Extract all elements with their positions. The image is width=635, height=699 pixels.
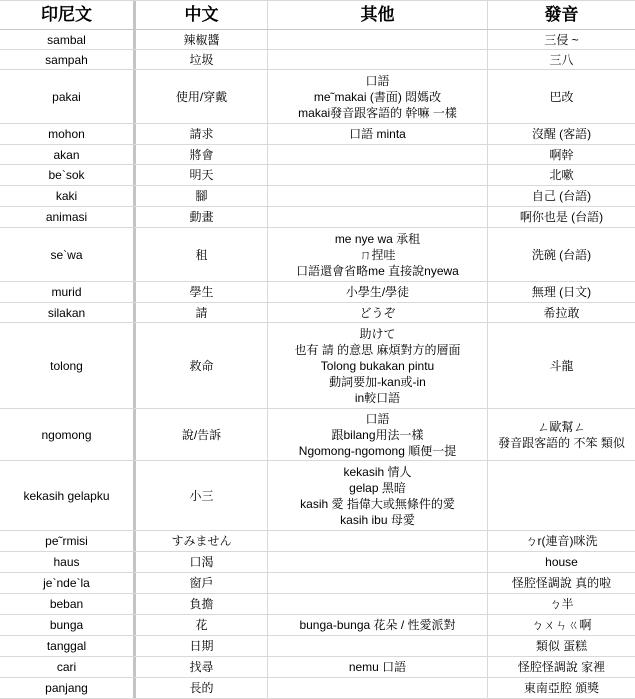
cell-text-line: kasih ibu 母愛 <box>340 512 415 527</box>
cell-chinese[interactable] <box>136 678 268 698</box>
cell-text: silakan <box>47 305 86 320</box>
cell-chinese[interactable] <box>136 282 268 302</box>
cell-chinese[interactable] <box>136 573 268 593</box>
cell-other[interactable] <box>268 594 488 614</box>
cell-chinese[interactable] <box>136 207 268 227</box>
cell-other[interactable] <box>268 124 488 144</box>
cell-indonesian[interactable] <box>0 30 136 49</box>
cell-pronunciation[interactable] <box>488 678 635 698</box>
column-header-label: 中文 <box>184 5 219 24</box>
cell-pronunciation[interactable] <box>488 657 635 677</box>
column-header-label: 其他 <box>360 5 395 24</box>
cell-indonesian[interactable] <box>0 461 136 530</box>
column-header-indonesian[interactable] <box>0 1 136 29</box>
cell-other[interactable] <box>268 657 488 677</box>
cell-text: 腳 <box>195 189 208 203</box>
cell-text-line: どうぞ <box>359 305 396 320</box>
cell-other[interactable] <box>268 186 488 206</box>
cell-text: 辣椒醬 <box>183 32 220 47</box>
cell-indonesian[interactable] <box>0 678 136 698</box>
cell-chinese[interactable] <box>136 30 268 49</box>
cell-text: 救命 <box>189 358 214 373</box>
cell-text: 租 <box>195 247 208 262</box>
table-row <box>0 207 635 228</box>
cell-chinese[interactable] <box>136 124 268 144</box>
cell-pronunciation[interactable] <box>488 50 635 69</box>
cell-text: 請求 <box>189 127 214 141</box>
cell-text-line: 跟bilang用法一樣 <box>331 427 424 442</box>
cell-pronunciation[interactable] <box>488 282 635 302</box>
cell-indonesian[interactable] <box>0 50 136 69</box>
cell-chinese[interactable] <box>136 145 268 164</box>
table-row <box>0 636 635 657</box>
cell-text-line: 巴改 <box>549 89 574 104</box>
cell-text-line: 類似 蛋糕 <box>535 639 588 653</box>
cell-pronunciation[interactable] <box>488 594 635 614</box>
cell-text: murid <box>51 285 82 299</box>
cell-text-line: 助けて <box>359 326 396 341</box>
cell-indonesian[interactable] <box>0 657 136 677</box>
cell-text: ngomong <box>41 427 92 442</box>
cell-text-line: 也有 請 的意思 麻煩對方的層面 <box>294 342 461 357</box>
cell-text-line: gelap 黑暗 <box>349 480 406 495</box>
cell-other[interactable] <box>268 50 488 69</box>
cell-text-line: 怪腔怪調說 家裡 <box>517 660 606 674</box>
table-row <box>0 70 635 124</box>
cell-text: 學生 <box>189 285 214 299</box>
cell-indonesian[interactable] <box>0 552 136 572</box>
cell-text: sambal <box>47 32 86 47</box>
cell-pronunciation[interactable] <box>488 186 635 206</box>
cell-chinese[interactable] <box>136 50 268 69</box>
table-row <box>0 531 635 552</box>
cell-pronunciation[interactable] <box>488 323 635 408</box>
table-row <box>0 165 635 186</box>
cell-text: 找尋 <box>189 660 214 674</box>
cell-other[interactable] <box>268 615 488 635</box>
cell-text-line: nemu 口語 <box>348 660 407 674</box>
cell-text: cari <box>56 660 77 674</box>
cell-text: 小三 <box>189 488 214 503</box>
cell-text-line: ㄅ半 <box>549 597 574 611</box>
cell-text-line: 自己 (台語) <box>531 189 592 203</box>
cell-other[interactable] <box>268 207 488 227</box>
cell-text-line: Ngomong-ngomong 順便一提 <box>298 443 457 458</box>
cell-text: haus <box>53 555 80 569</box>
cell-text: すみません <box>171 534 232 548</box>
table-row <box>0 615 635 636</box>
cell-text-line: 希拉敢 <box>543 305 580 320</box>
cell-text-line: kasih 愛 指偉大或無條件的愛 <box>300 496 455 511</box>
cell-chinese[interactable] <box>136 165 268 185</box>
cell-other[interactable] <box>268 409 488 460</box>
cell-text-line: ㄅㄨㄣㄍ啊 <box>531 618 592 632</box>
cell-indonesian[interactable] <box>0 531 136 551</box>
cell-other[interactable] <box>268 461 488 530</box>
cell-indonesian[interactable] <box>0 573 136 593</box>
cell-other[interactable] <box>268 145 488 164</box>
cell-text: 請 <box>195 305 208 320</box>
cell-text: 垃圾 <box>189 52 214 67</box>
table-body <box>0 30 635 699</box>
cell-indonesian[interactable] <box>0 303 136 322</box>
cell-chinese[interactable] <box>136 636 268 656</box>
cell-text-line: 小學生/學徒 <box>345 285 410 299</box>
cell-text: beban <box>49 597 84 611</box>
table-row <box>0 323 635 409</box>
cell-chinese[interactable] <box>136 461 268 530</box>
cell-text-line: ㄅr(連音)咪洗 <box>525 534 598 548</box>
cell-text-line: 啊幹 <box>549 147 574 162</box>
cell-indonesian[interactable] <box>0 409 136 460</box>
table-row <box>0 145 635 165</box>
cell-indonesian[interactable] <box>0 636 136 656</box>
cell-indonesian[interactable] <box>0 323 136 408</box>
cell-indonesian[interactable] <box>0 145 136 164</box>
table-row <box>0 594 635 615</box>
cell-pronunciation[interactable] <box>488 409 635 460</box>
cell-text: panjang <box>45 681 88 695</box>
cell-indonesian[interactable] <box>0 207 136 227</box>
cell-other[interactable] <box>268 573 488 593</box>
cell-other[interactable] <box>268 70 488 123</box>
cell-chinese[interactable] <box>136 228 268 281</box>
table-row <box>0 303 635 323</box>
table-row <box>0 573 635 594</box>
cell-text-line: house <box>545 555 578 569</box>
table-row <box>0 552 635 573</box>
table-row <box>0 186 635 207</box>
header-row <box>0 0 635 30</box>
cell-other[interactable] <box>268 30 488 49</box>
cell-text: kaki <box>55 189 78 203</box>
cell-text-line: 北嗽 <box>549 168 574 182</box>
cell-chinese[interactable] <box>136 303 268 322</box>
cell-text: animasi <box>45 210 88 224</box>
table-row <box>0 461 635 531</box>
cell-other[interactable] <box>268 228 488 281</box>
table-row <box>0 30 635 50</box>
cell-text-line: 東南亞腔 頒獎 <box>523 681 600 695</box>
cell-text-line: 三侵 ~ <box>544 32 579 47</box>
cell-text-line: 無理 (日文) <box>531 285 592 299</box>
cell-text-line: 動詞要加-kan或-in <box>329 374 426 389</box>
cell-text: pe˜rmisi <box>45 534 88 548</box>
cell-chinese[interactable] <box>136 70 268 123</box>
cell-text-line: 怪腔怪調說 真的啦 <box>511 576 612 590</box>
cell-indonesian[interactable] <box>0 594 136 614</box>
cell-text-line: 三八 <box>549 52 574 67</box>
cell-indonesian[interactable] <box>0 615 136 635</box>
cell-text: pakai <box>52 89 81 104</box>
table-row <box>0 657 635 678</box>
cell-chinese[interactable] <box>136 615 268 635</box>
cell-pronunciation[interactable] <box>488 552 635 572</box>
column-header-label: 印尼文 <box>41 5 92 24</box>
cell-text-line: 口語 minta <box>349 127 406 141</box>
cell-text-line: 發音跟客語的 不笨 類似 <box>498 435 625 450</box>
cell-text-line: kekasih 情人 <box>343 464 412 479</box>
cell-pronunciation[interactable] <box>488 461 635 530</box>
cell-text-line: 口語 <box>365 411 390 426</box>
cell-chinese[interactable] <box>136 186 268 206</box>
cell-text-line: in較口語 <box>354 390 401 405</box>
cell-text: 花 <box>195 618 208 632</box>
cell-text-line: bunga-bunga 花朵 / 性愛派對 <box>299 618 456 632</box>
table-row <box>0 50 635 70</box>
cell-chinese[interactable] <box>136 531 268 551</box>
cell-pronunciation[interactable] <box>488 228 635 281</box>
cell-other[interactable] <box>268 323 488 408</box>
table-row <box>0 409 635 461</box>
cell-text: 明天 <box>189 168 214 182</box>
cell-other[interactable] <box>268 282 488 302</box>
cell-text-line: 斗龍 <box>549 358 574 373</box>
cell-pronunciation[interactable] <box>488 207 635 227</box>
cell-pronunciation[interactable] <box>488 145 635 164</box>
cell-other[interactable] <box>268 303 488 322</box>
cell-text: 將會 <box>189 147 214 162</box>
cell-text: 窗戶 <box>189 576 214 590</box>
table-row <box>0 282 635 303</box>
cell-indonesian[interactable] <box>0 124 136 144</box>
cell-text: 長的 <box>189 681 214 695</box>
column-header-chinese[interactable] <box>136 1 268 29</box>
cell-chinese[interactable] <box>136 552 268 572</box>
cell-pronunciation[interactable] <box>488 636 635 656</box>
cell-text: 說/告訴 <box>181 427 222 442</box>
cell-text: akan <box>53 147 80 162</box>
cell-text-line: makai發音跟客語的 幹嘛 一樣 <box>298 105 457 120</box>
cell-text-line: 口語還會省略me 直接說nyewa <box>296 263 459 278</box>
cell-indonesian[interactable] <box>0 186 136 206</box>
cell-pronunciation[interactable] <box>488 303 635 322</box>
cell-pronunciation[interactable] <box>488 573 635 593</box>
cell-text: 口渴 <box>189 555 214 569</box>
cell-chinese[interactable] <box>136 594 268 614</box>
cell-text: kekasih gelapku <box>23 488 110 503</box>
cell-text-line: 口語 <box>365 73 390 88</box>
table-row <box>0 124 635 145</box>
cell-text-line: 啊你也是 (台語) <box>519 210 604 224</box>
cell-pronunciation[interactable] <box>488 615 635 635</box>
column-header-other[interactable] <box>268 1 488 29</box>
cell-text: je`nde`la <box>43 576 90 590</box>
cell-other[interactable] <box>268 552 488 572</box>
cell-chinese[interactable] <box>136 409 268 460</box>
cell-text: se`wa <box>50 247 83 262</box>
cell-text: 日期 <box>189 639 214 653</box>
cell-chinese[interactable] <box>136 323 268 408</box>
cell-indonesian[interactable] <box>0 228 136 281</box>
cell-indonesian[interactable] <box>0 282 136 302</box>
cell-text: 負擔 <box>189 597 214 611</box>
cell-other[interactable] <box>268 678 488 698</box>
cell-text: 動畫 <box>189 210 214 224</box>
column-header-label: 發音 <box>544 5 579 24</box>
cell-pronunciation[interactable] <box>488 531 635 551</box>
cell-other[interactable] <box>268 165 488 185</box>
cell-text-line: ㄇ捏哇 <box>359 247 396 262</box>
cell-text: mohon <box>48 127 85 141</box>
cell-text-line: 洗碗 (台語) <box>531 247 592 262</box>
cell-pronunciation[interactable] <box>488 165 635 185</box>
cell-text-line: ㄥ歐幫ㄥ <box>537 419 586 434</box>
table-row <box>0 228 635 282</box>
cell-text: bunga <box>49 618 84 632</box>
cell-text: tolong <box>50 358 83 373</box>
cell-pronunciation[interactable] <box>488 70 635 123</box>
cell-text-line: me˜makai (書面) 悶媽改 <box>313 89 442 104</box>
cell-text-line: me nye wa 承租 <box>334 231 421 246</box>
cell-text: 使用/穿戴 <box>175 89 228 104</box>
table-row <box>0 678 635 699</box>
cell-other[interactable] <box>268 531 488 551</box>
cell-text: sampah <box>45 52 88 67</box>
cell-text-line: 沒醒 (客語) <box>531 127 592 141</box>
cell-pronunciation[interactable] <box>488 30 635 49</box>
cell-pronunciation[interactable] <box>488 124 635 144</box>
column-header-pronunciation[interactable] <box>488 1 635 29</box>
cell-indonesian[interactable] <box>0 165 136 185</box>
cell-text: tanggal <box>46 639 87 653</box>
cell-chinese[interactable] <box>136 657 268 677</box>
cell-text: be`sok <box>48 168 85 182</box>
cell-indonesian[interactable] <box>0 70 136 123</box>
cell-text-line: Tolong bukakan pintu <box>320 358 435 373</box>
cell-other[interactable] <box>268 636 488 656</box>
